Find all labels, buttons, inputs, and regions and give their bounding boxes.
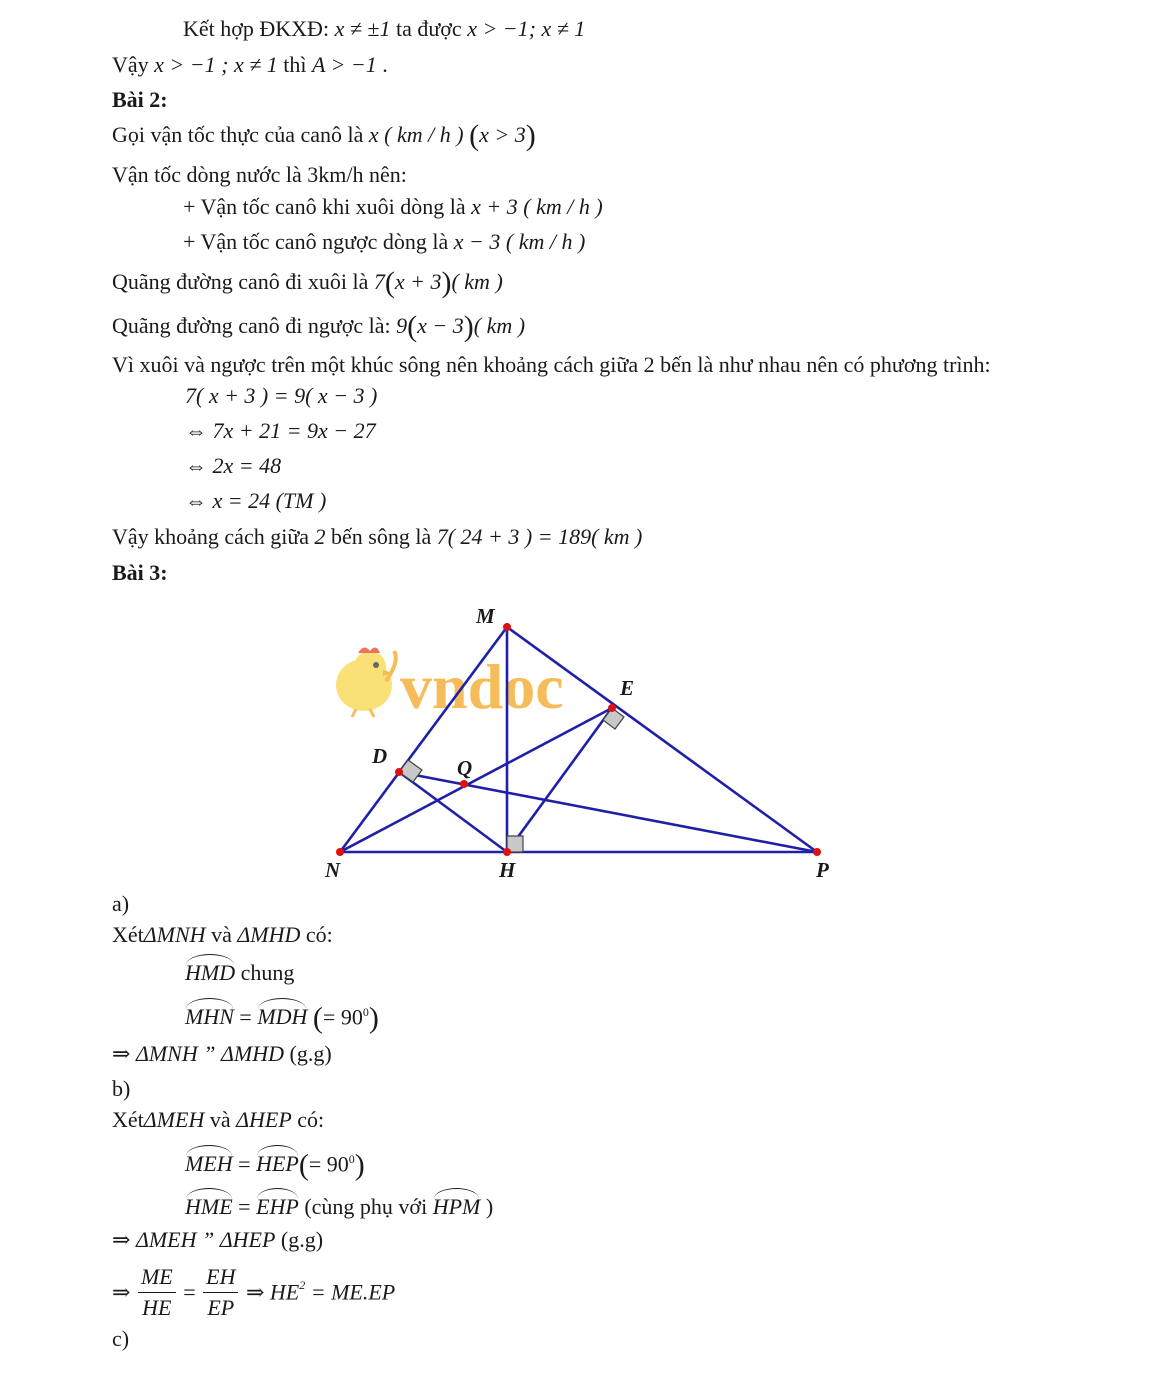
heading-bai-2: Bài 2: bbox=[112, 87, 168, 112]
label-h: H bbox=[499, 858, 516, 882]
equation-2: ⇔ 7x + 21 = 9x − 27 bbox=[185, 418, 376, 443]
line-velocity: Gọi vận tốc thực của canô là x ( km / h ) (x > 3) bbox=[112, 119, 536, 152]
label-n: N bbox=[325, 858, 341, 882]
part-a-angle-common: HMD chung bbox=[185, 960, 295, 985]
line-distance-up: Quãng đường canô đi ngược là: 9(x − 3)( km ) bbox=[112, 310, 526, 343]
point-h bbox=[503, 848, 511, 856]
line-upstream-speed: + Vận tốc canô ngược dòng là x − 3 ( km / h ) bbox=[183, 229, 586, 254]
chicken-mascot-icon bbox=[336, 647, 396, 717]
line-downstream-speed: + Vận tốc canô khi xuôi dòng là x + 3 ( km / h ) bbox=[183, 194, 603, 219]
segment-eh bbox=[507, 708, 612, 852]
equation-4: ⇔ x = 24 (TM ) bbox=[185, 488, 327, 513]
label-p: P bbox=[816, 858, 829, 882]
line-answer: Vậy khoảng cách giữa 2 bến sông là 7( 24 + 3 ) = 189( km ) bbox=[112, 524, 643, 549]
point-m bbox=[503, 623, 511, 631]
line-distance-down: Quãng đường canô đi xuôi là 7(x + 3)( km ) bbox=[112, 266, 503, 299]
line-current: Vận tốc dòng nước là 3km/h nên: bbox=[112, 162, 407, 187]
line-condition: Kết hợp ĐKXĐ: x ≠ ±1 ta được x > −1; x ≠ 1 bbox=[183, 16, 586, 41]
heading-bai-3: Bài 3: bbox=[112, 560, 168, 585]
part-b-angle-complement: HME = EHP (cùng phụ với HPM ) bbox=[185, 1194, 494, 1219]
point-n bbox=[336, 848, 344, 856]
label-e: E bbox=[620, 676, 635, 700]
point-e bbox=[608, 704, 616, 712]
logo-text: vndoc bbox=[400, 651, 564, 722]
part-a-angle-right: MHN = MDH (= $90^0$) bbox=[185, 1001, 379, 1035]
line-conclusion-1: Vậy x > −1 ; x ≠ 1 thì A > −1 . bbox=[112, 52, 388, 77]
point-q bbox=[460, 780, 468, 788]
part-a-label: a) bbox=[112, 891, 130, 916]
logo-watermark bbox=[336, 647, 564, 722]
point-p bbox=[813, 848, 821, 856]
equation-1: 7( x + 3 ) = 9( x − 3 ) bbox=[185, 383, 378, 408]
part-c-label: c) bbox=[112, 1326, 130, 1351]
geometry-figure bbox=[320, 595, 880, 895]
point-d bbox=[395, 768, 403, 776]
line-equation-intro: Vì xuôi và ngược trên một khúc sông nên khoảng cách giữa 2 bến là như nhau nên có phương trình: bbox=[112, 352, 991, 377]
part-a-result: ⇒ ΔMNH ” ΔMHD (g.g) bbox=[112, 1041, 332, 1066]
part-a-consider: XétΔMNH và ΔMHD có: bbox=[112, 922, 333, 947]
part-b-label: b) bbox=[112, 1076, 131, 1101]
part-b-ratio: ⇒ $\frac{ME}{HE}$ = $\frac{EH}{EP}$ ⇒ $HE^2 = ME.EP$ bbox=[112, 1264, 396, 1320]
equation-3: ⇔ 2x = 48 bbox=[185, 453, 282, 478]
part-b-angle-right: MEH = $HEP(= 90^0)$ bbox=[185, 1148, 365, 1182]
part-b-consider: XétΔMEH và ΔHEP có: bbox=[112, 1107, 325, 1132]
label-m: M bbox=[476, 604, 495, 628]
label-q: Q bbox=[457, 756, 473, 780]
label-d: D bbox=[372, 744, 388, 768]
part-b-similar: ⇒ ΔMEH ” ΔHEP (g.g) bbox=[112, 1227, 324, 1252]
